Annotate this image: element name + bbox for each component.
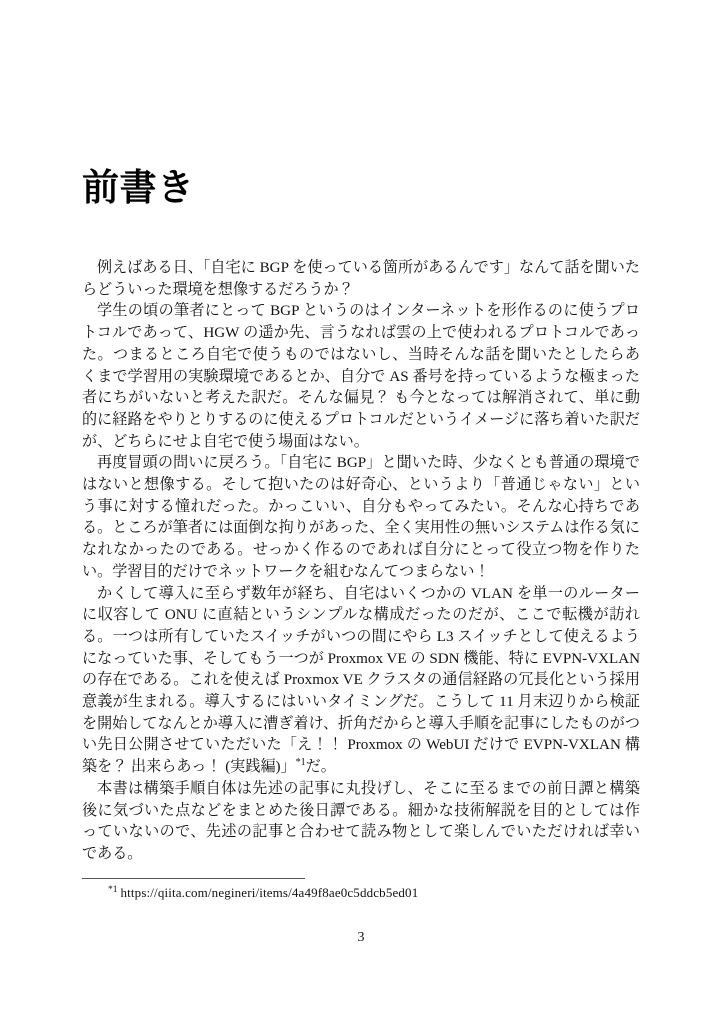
paragraph: 再度冒頭の問いに戻ろう。「自宅に BGP」と聞いた時、少なくとも普通の環境ではないと想像する。そして抱いたのは好奇心、というより「普通じゃない」という事に対する憧れだった。かっこいい、自分もやってみたい。そんな心持ちである。ところが筆者には面倒な拘りがあった、全く実用性の無いシステムは作る気になれなかったのである。せっかく作るのであれば自分にとって役立つ物を作りたい。学習目的だけでネットワークを組むなんてつまらない！ [82,455,640,580]
footnote-separator-rule [82,878,305,879]
page-number: 3 [357,930,365,945]
paragraph: 本書は構築手順自体は先述の記事に丸投げし、そこに至るまでの前日譚と構築後に気づいた点などをまとめた後日譚である。細かな技術解説を目的としては作っていないので、先述の記事と合わせて読み物として楽しんでいただければ幸いである。 [82,780,640,862]
paragraph-main-text: かくして導入に至らず数年が経ち、自宅はいくつかの VLAN を単一のルーターに収容して ONU に直結というシンプルな構成だったのだが、ここで転機が訪れる。一つは所有していたスイッチがいつの間にやら L3 スイッチとして使えるようになっていた事、そしてもう一つが Proxmox VE の SDN 機能、特に EVPN-VXLAN の存在である。これを使えば Proxmox VE クラスタの通信経路の冗長化という採用意義が生まれる。導入するにはいいタイミングだ。こうして 11 月末辺りから検証を開始してなんとか導入に漕ぎ着け、折角だからと導入手順を記事にしたものがつい先日公開させていただいた「え！！ Proxmox の WebUI だけで EVPN-VXLAN 構築を？ 出来らあっ！ (実践編)」 [82,585,640,776]
footnote-marker: *1 [108,884,118,895]
footnote-url-link[interactable]: https://qiita.com/negineri/items/4a49f8ae0c5ddcb5ed01 [120,885,419,900]
footnote-reference[interactable]: *1 [295,757,306,769]
paragraph: 学生の頃の筆者にとって BGP というのはインターネットを形作るのに使うプロトコルであって、HGW の遥か先、言うなれば雲の上で使われるプロトコルであった。つまるところ自宅で使うものではないし、当時そんな話を聞いたとしたらあくまで学習用の実験環境であるとか、自分で AS 番号を持っているような極まった者にちがいないと考えた訳だ。そんな偏見？ も今となっては解消されて、単に動的に経路をやりとりするのに使えるプロトコルだというイメージに落ち着いた訳だが、どちらにせよ自宅で使う場面はない。 [82,303,640,450]
footnote-area [82,878,640,901]
paragraph: 例えばある日、「自宅に BGP を使っている箇所があるんです」なんて話を聞いたらどういった環境を想像するだろうか？ [82,260,640,298]
footnote-item [82,884,640,901]
paragraph-tail-text: だ。 [305,759,336,776]
page-title: 前書き [82,165,195,209]
body-text-block [82,258,640,866]
paragraph [82,584,640,779]
